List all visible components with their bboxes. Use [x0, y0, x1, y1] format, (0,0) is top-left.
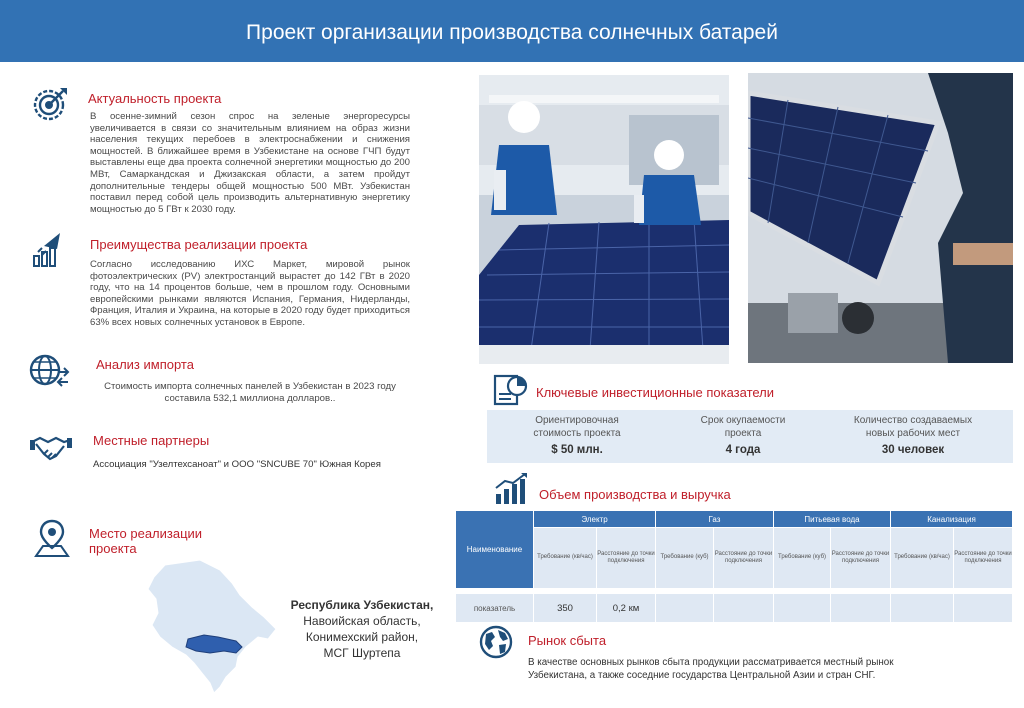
- production-title: Объем производства и выручка: [539, 487, 731, 502]
- map-pin-icon: [34, 518, 70, 558]
- table-cell: 0,2 км: [597, 594, 656, 623]
- location-title: [89, 526, 202, 556]
- table-cell: [714, 594, 774, 623]
- market-title: Рынок сбыта: [528, 633, 607, 648]
- solar-panel-closeup-photo: [748, 73, 1013, 363]
- kpi-jobs-label-1: Количество создаваемых: [853, 415, 973, 426]
- kpi-cost: [497, 414, 657, 456]
- table-group-sewer: Канализация: [891, 511, 1013, 528]
- table-sub-dist: Расстояние до точки подключения: [831, 528, 891, 589]
- relevance-title: Актуальность проекта: [88, 91, 222, 106]
- kpi-panel: [487, 410, 1013, 463]
- table-group-electric: Электр: [534, 511, 656, 528]
- table-subheader-row: [456, 528, 1013, 589]
- kpi-payback-label-2: проекта: [724, 428, 762, 439]
- relevance-text: В осенне-зимний сезон спрос на зеленые энергоресурсы увеличивается в связи со значительным влиянием на образ жизни населения текущих перебоев в электроснабжении и снижения мощностей. В ближайшее время в Узбекистане на основе ГЧП будут выставлены еще два проекта солнечной энергетики мощностью до 200 МВт, Самаркандская и Джизакская области, а затем пройдут дополнительные тендеры общей мощностью 500 МВт. Узбекистан поставил перед собой цель производить альтернативную энергетику мощностью до 5 ГВт к 2030 году.: [90, 111, 410, 215]
- target-icon: [30, 84, 70, 124]
- globe-arrows-icon: [28, 350, 70, 390]
- advantages-title: Преимущества реализации проекта: [90, 237, 308, 252]
- location-title-line1: Место реализации: [89, 526, 203, 541]
- growth-chart-icon: [493, 472, 529, 506]
- factory-workers-photo: [479, 75, 729, 364]
- page-title: Проект организации производства солнечных батарей: [246, 21, 778, 44]
- market-text: [528, 656, 1008, 682]
- report-icon: [493, 374, 529, 408]
- import-title: Анализ импорта: [96, 357, 194, 372]
- table-sub-dist: Расстояние до точки подключения: [954, 528, 1013, 589]
- table-sub-req: Требование (куб): [774, 528, 831, 589]
- table-sub-req: Требование (кв/час): [891, 528, 954, 589]
- table-cell: 350: [534, 594, 597, 623]
- table-cell: [831, 594, 891, 623]
- location-site: МСГ Шуртепа: [323, 646, 401, 660]
- advantages-text: Согласно исследованию ИХС Маркет, мировой рынок фотоэлектрических (PV) электростанций вырастет до 142 ГВт в 2020 году, что на 14 процентов больше, чем в прошлом году. Основными европейскими рынками являются Испания, Германия, Нидерланды, Франция, Италия и Украина, на которые в 2020 году будет приходиться 63% всех новых солнечных установок в Европе.: [90, 259, 410, 328]
- kpi-cost-value: $ 50 млн.: [551, 444, 603, 456]
- kpi-jobs: [833, 414, 993, 456]
- table-cell: [656, 594, 714, 623]
- table-header-row: [456, 511, 1013, 528]
- table-cell: [891, 594, 954, 623]
- table-row-label: показатель: [456, 594, 534, 623]
- table-sub-req: Требование (кв/час): [534, 528, 597, 589]
- rocket-chart-icon: [30, 230, 70, 270]
- kpi-cost-label-1: Ориентировочная: [535, 415, 619, 426]
- location-country: Республика Узбекистан,: [290, 598, 434, 612]
- location-district: Конимехский район,: [305, 630, 419, 644]
- production-table: [455, 510, 1013, 623]
- partners-text: Ассоциация "Узелтехсаноат" и ООО "SNCUBE 70" Южная Корея: [93, 459, 381, 470]
- table-row: [456, 594, 1013, 623]
- handshake-icon: [30, 432, 72, 466]
- kpi-jobs-value: 30 человек: [881, 444, 945, 456]
- table-group-gas: Газ: [656, 511, 774, 528]
- kpi-cost-label-2: стоимость проекта: [533, 428, 621, 439]
- kpi-payback-label-1: Срок окупаемости: [700, 415, 786, 426]
- uzbekistan-map: [140, 555, 280, 700]
- partners-title: Местные партнеры: [93, 433, 210, 448]
- table-cell: [954, 594, 1013, 623]
- kpi-payback-value: 4 года: [725, 444, 761, 456]
- table-cell: [774, 594, 831, 623]
- kpi-jobs-label-2: новых рабочих мест: [865, 428, 961, 439]
- kpi-title: Ключевые инвестиционные показатели: [536, 385, 775, 400]
- table-sub-dist: Расстояние до точки подключения: [597, 528, 656, 589]
- table-sub-dist: Расстояние до точки подключения: [714, 528, 774, 589]
- market-text-line1: В качестве основных рынков сбыта продукции рассматривается местный рынок: [528, 657, 894, 668]
- table-sub-req: Требование (куб): [656, 528, 714, 589]
- import-text: Стоимость импорта солнечных панелей в Узбекистан в 2023 году составила 532,1 миллиона долларов..: [104, 381, 396, 404]
- globe-icon: [478, 624, 514, 660]
- location-region: Навоийская область,: [303, 614, 421, 628]
- table-group-water: Питьевая вода: [774, 511, 891, 528]
- location-address: [272, 597, 452, 661]
- location-title-line2: проекта: [89, 541, 137, 556]
- table-name-header: Наименование: [456, 511, 534, 589]
- kpi-payback: [663, 414, 823, 456]
- market-text-line2: Узбекистана, а также соседние государства Центральной Азии и стран СНГ.: [528, 670, 876, 681]
